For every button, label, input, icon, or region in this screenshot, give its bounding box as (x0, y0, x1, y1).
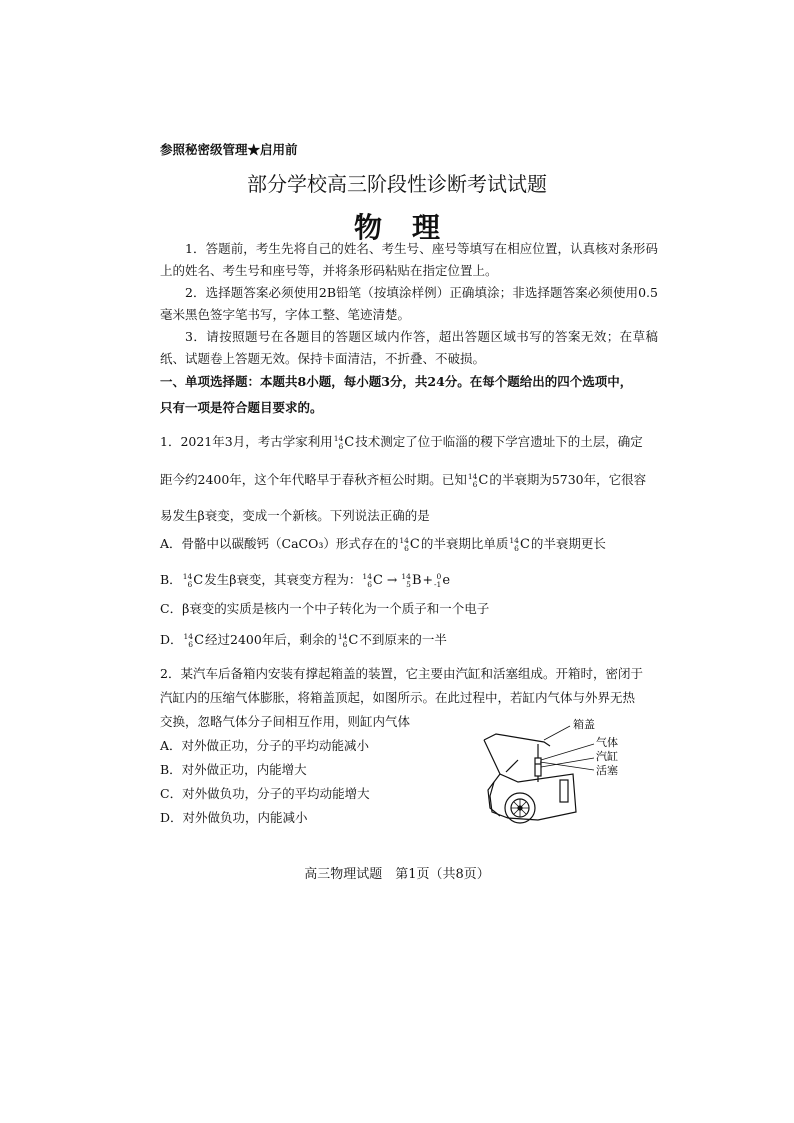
page-footer: 高三物理试题 第1页（共8页） (304, 867, 490, 882)
q2-option-c: C．对外做负功，分子的平均动能增大 (160, 786, 370, 801)
q1-line-1: 1．2021年3月，考古学家利用 14 6 C 技术测定了位于临淄的稷下学宫遗址下的土层，确定 (160, 433, 643, 451)
q2-option-a: A．对外做正功，分子的平均动能减小 (160, 738, 370, 753)
q1-line-2: 距今约2400年，这个年代略早于春秋齐桓公时期。已知 14 6 C 的半衰期为5730年，它很容 (160, 471, 647, 489)
section-heading-line2: 只有一项是符合题目要求的。 (160, 400, 323, 415)
section-heading-line1: 一、单项选择题：本题共8小题，每小题3分，共24分。在每个题给出的四个选项中， (160, 374, 633, 389)
q2-option-b: B．对外做正功，内能增大 (160, 762, 307, 777)
carbon14-nuclide: 14 6 C (333, 433, 355, 451)
exam-title: 部分学校高三阶段性诊断考试试题 (247, 172, 547, 196)
label-trunk-lid: 箱盖 (573, 718, 595, 731)
q2-line-3: 交换，忽略气体分子间相互作用，则缸内气体 (160, 714, 411, 729)
carbon14-nuclide: 14 6 C (399, 535, 420, 553)
label-cylinder: 汽缸 (596, 750, 618, 763)
q1-option-a: A．骨骼中以碳酸钙（CaCO₃）形式存在的 14 6 C 的半衰期比单质 14 6 C 的半衰期更长 (160, 535, 606, 553)
q1-option-d: D． 14 6 C 经过2400年后，剩余的 14 6 C 不到原来的一半 (160, 631, 447, 649)
note-2: 2．选择题答案必须使用2B铅笔（按填涂样例）正确填涂；非选择题答案必须使用0.5毫米黑色签字笔书写，字体工整、笔迹清楚。 (160, 285, 658, 322)
q1-line-3: 易发生β衰变，变成一个新核。下列说法正确的是 (160, 508, 430, 523)
car-trunk-figure (478, 712, 658, 827)
carbon14-nuclide: 14 6 C (467, 471, 489, 489)
label-gas: 气体 (596, 736, 618, 749)
carbon14-nuclide: 14 6 C (509, 535, 530, 553)
boron14-nuclide: 14 5 B (401, 571, 422, 589)
secret-label: 参照秘密级管理★启用前 (160, 142, 298, 157)
electron-particle: 0 -1 e (434, 571, 451, 589)
carbon14-nuclide: 14 6 C (337, 631, 359, 649)
q2-line-2: 汽缸内的压缩气体膨胀，将箱盖顶起，如图所示。在此过程中，若缸内气体与外界无热 (160, 690, 636, 705)
note-1: 1．答题前，考生先将自己的姓名、考生号、座号等填写在相应位置，认真核对条形码上的姓名、考生号和座号等，并将条形码粘贴在指定位置上。 (160, 241, 658, 278)
q1-option-b: B． 14 6 C 发生β衰变，其衰变方程为： 14 6 C → 14 5 B + 0 -1 e (160, 571, 451, 589)
label-piston: 活塞 (596, 764, 618, 777)
carbon14-nuclide: 14 6 C (183, 631, 205, 649)
arrow-symbol: → (386, 572, 398, 587)
subject-title: 物理 (353, 211, 470, 244)
q1-option-c: C．β衰变的实质是核内一个中子转化为一个质子和一个电子 (160, 601, 490, 616)
q2-line-1: 2．某汽车后备箱内安装有撑起箱盖的装置，它主要由汽缸和活塞组成。开箱时，密闭于 (160, 666, 643, 681)
trunk-lid (484, 734, 550, 746)
q2-option-d: D．对外做负功，内能减小 (160, 810, 308, 825)
carbon14-nuclide: 14 6 C (362, 571, 383, 589)
note-3: 3．请按照题号在各题目的答题区域内作答，超出答题区域书写的答案无效；在草稿纸、试题卷上答题无效。保持卡面清洁，不折叠、不破损。 (160, 329, 658, 366)
carbon14-nuclide: 14 6 C (182, 571, 204, 589)
cylinder (535, 758, 541, 776)
plus-symbol: + (422, 572, 433, 587)
